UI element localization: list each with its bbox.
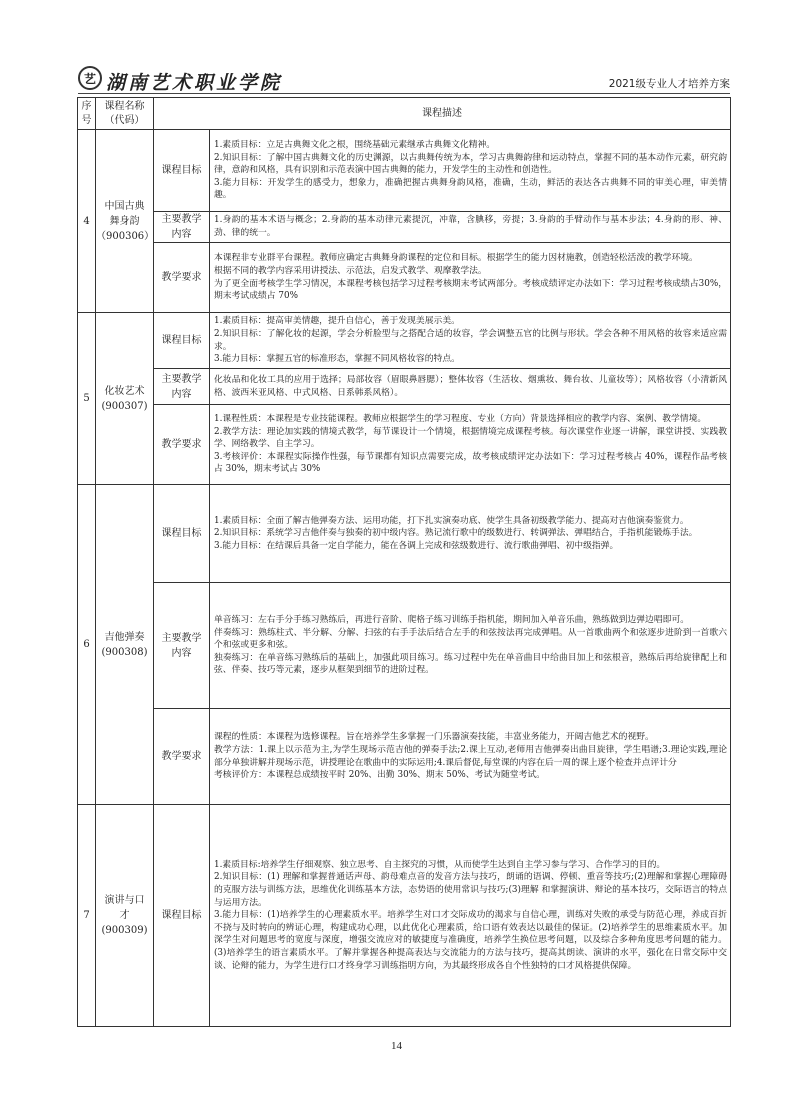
school-name: 湖南艺术职业学院 (106, 72, 283, 94)
section-description (210, 405, 731, 485)
description-line: 考核评价方：本课程总成绩按平时 20%、出勤 30%、期末 50%、考试为随堂考试。 (214, 770, 545, 781)
section-description (210, 369, 731, 405)
table-row (78, 805, 731, 1027)
section-label: 课程目标 (154, 485, 210, 583)
description-line: 3.能力目标：开发学生的感受力，想象力，准确把握古典舞身韵风格，准确，生动，鲜活的表达各古典舞不同的审美心理，审美情趣。 (214, 177, 727, 201)
description-line: 1.素质目标:培养学生仔细观察、独立思考、自主探究的习惯，从而使学生达到自主学习参与学习、合作学习的目的。 (214, 859, 666, 870)
description-line: 2.知识目标：系统学习吉他伴奏与独奏的初中级内容。熟记流行歌中的级数进行、转调弹法、弹唱结合，手指机能锻炼手法。 (214, 528, 698, 539)
section-label: 主要教学内容 (154, 212, 210, 243)
table-row (78, 405, 731, 485)
table-row (78, 369, 731, 405)
course-name: 中国古典舞身韵 (104, 200, 145, 227)
table-row (78, 485, 731, 583)
course-code: (900308) (101, 646, 148, 658)
course-code: （900306） (96, 230, 155, 242)
course-name-cell (96, 130, 154, 313)
course-table (77, 97, 731, 1027)
table-row (78, 130, 731, 212)
description-line: 根据不同的教学内容采用讲授法、示范法，启发式教学、观摩教学法。 (214, 265, 487, 276)
section-description (210, 212, 731, 243)
description-line: 1.素质目标：全面了解吉他弹奏方法、运用功能，打下扎实演奏功底、使学生具备初级教学能力、提高对吉他演奏鉴赏力。 (214, 515, 689, 526)
description-line: 伴奏练习：熟练柱式、半分解、分解、扫弦的右手手法后结合左手的和弦按法再完成弹唱。从一首歌曲两个和弦逐步进阶到一首歌六个和弦或更多和弦。 (214, 627, 727, 651)
description-line: 2.教学方法：理论加实践的情境式教学，每节课设计一个情境，根据情境完成课程考核。每次课堂作业逐一讲解，课堂讲授、实践教学、网络教学、自主学习。 (214, 426, 727, 450)
table-header-row (78, 98, 731, 130)
description-line: 为了更全面考核学生学习情况，本课程考核包括学习过程考核期末考试两部分。考核成绩评定办法如下：学习过程考核成绩占30%，期末考试成绩占 70% (214, 278, 727, 302)
table-row (78, 583, 731, 709)
course-name: 吉他弹奏 (104, 631, 145, 643)
section-description (210, 485, 731, 583)
section-description (210, 313, 731, 369)
description-line: 2.知识目标：了解化妆的起源，学会分析脸型与之搭配合适的妆容，学会调整五官的比例与形状。学会各种不用风格的妆容来适应需求。 (214, 328, 727, 352)
table-body (78, 130, 731, 1027)
description-line: 化妆品和化妆工具的应用于选择；局部妆容（眉眼鼻唇腮）；整体妆容（生活妆、烟熏妆、舞台妆、儿童妆等）；风格妆容（小清新风格、波西米亚风格、中式风格、日系韩系风格）。 (214, 374, 727, 398)
page-number: 14 (391, 1040, 402, 1052)
table-row (78, 313, 731, 369)
course-name-cell (96, 485, 154, 805)
description-line: 课程的性质：本课程为选修课程。旨在培养学生多掌握一门乐器演奏技能，丰富业务能力，开阔吉他艺术的视野。 (214, 732, 654, 743)
section-label: 教学要求 (154, 243, 210, 313)
description-line: 2.知识目标：(1) 理解和掌握普通话声母、韵母难点音的发音方法与技巧，朗诵的语调、停顿、重音等技巧;(2)理解和掌握心理障碍的克服方法与训练方法，思维优化训练基本方法，态势语的使用常识与技巧;(3)理解 和掌握演讲、辩论的基本技巧，交际语言的特点与运用方法。 (214, 872, 727, 908)
section-description (210, 130, 731, 212)
school-logo-icon: 艺 (78, 66, 102, 90)
description-line: 1.素质目标：提高审美情趣，提升自信心，善于发现美展示美。 (214, 316, 460, 327)
course-name: 演讲与口才 (104, 895, 145, 921)
header-description: 课程描述 (154, 98, 731, 130)
course-code: (900307) (101, 400, 148, 412)
course-name: 化妆艺术 (104, 385, 145, 397)
description-line: 教学方法：1.课上以示范为主,为学生现场示范吉他的弹奏手法;2.课上互动,老师用吉他弹奏出曲目旋律，学生唱谱;3.理论实践,理论部分单独讲解并现场示范，讲授理论在歌曲中的实际运用;4.课后督促,每堂课的内容在后一周的课上逐个检查并点评计分 (214, 744, 727, 768)
description-line: 单音练习：左右手分手练习熟练后，再进行音阶、爬格子练习训练手指机能，期间加入单音乐曲，熟练做到边弹边唱即可。 (214, 615, 690, 626)
description-line: 3.能力目标：掌握五官的标准形态，掌握不同风格妆容的特点。 (214, 354, 460, 365)
description-line: 3.考核评价：本课程实际操作性强，每节课都有知识点需要完成，故考核成绩评定办法如下：学习过程考核占 40%，课程作品考核占 30%，期末考试占 30% (214, 451, 727, 475)
section-label: 课程目标 (154, 805, 210, 1027)
section-label: 教学要求 (154, 405, 210, 485)
section-description (210, 583, 731, 709)
course-index: 6 (78, 485, 96, 805)
description-line: 本课程非专业群平台课程。教师应确定古典舞身韵课程的定位和目标。根据学生的能力因材施教，创造轻松活泼的教学环境。 (214, 253, 698, 264)
description-line: 1.素质目标：立足古典舞文化之根，围绕基础元素继承古典舞文化精神。 (214, 140, 496, 151)
document-title: 2021级专业人才培养方案 (608, 78, 730, 90)
section-description (210, 243, 731, 313)
section-label: 课程目标 (154, 130, 210, 212)
description-line: 独奏练习：在单音练习熟练后的基础上，加强此项目练习。练习过程中先在单音曲目中给曲目加上和弦根音，熟练后再给旋律配上和弦、伴奏、技巧等元素，逐步从框架到细节的进阶过程。 (214, 652, 727, 676)
course-index: 7 (78, 805, 96, 1027)
table-row (78, 709, 731, 805)
section-label: 主要教学内容 (154, 583, 210, 709)
header-divider (78, 93, 730, 94)
section-description (210, 709, 731, 805)
section-label: 主要教学内容 (154, 369, 210, 405)
table-row (78, 243, 731, 313)
table-row (78, 212, 731, 243)
description-line: 3.能力目标：(1)培养学生的心理素质水平。培养学生对口才交际成功的渴求与自信心理，训练对失败的承受与防范心理，养成百折不挠与及时转向的辨证心理，构建成功心理，以此优化心理素质，给口语有效表达以最佳的保证。(2)培养学生的思维素质水平。加深学生对问题思考的宽度与深度，增强交流应对的敏捷度与准确度，培养学生换位思考问题，以及综合多种角度思考问题的能力。(3)培养学生的语言素质水平。了解并掌握各种提高表达与交流能力的方法与技巧，提高其朗读、演讲的水平，强化在日常交际中交谈、论辩的能力，为学生进行口才终身学习训练指明方向，为其最终形成各自个性独特的口才风格提供保障。 (214, 910, 727, 971)
page-header (78, 66, 730, 92)
course-index: 5 (78, 313, 96, 485)
header-index: 序号 (78, 98, 96, 130)
course-name-cell (96, 313, 154, 485)
header-course-name: 课程名称（代码） (96, 98, 154, 130)
description-line: 2.知识目标：了解中国古典舞文化的历史渊源，以古典舞传统为本，学习古典舞韵律和运动特点，掌握不同的基本动作元素，研究韵律，意韵和风格，具有识别和示范表演中国古典舞的能力，开发学生的主动性和创造性。 (214, 152, 727, 176)
section-label: 教学要求 (154, 709, 210, 805)
course-name-cell (96, 805, 154, 1027)
section-label: 课程目标 (154, 313, 210, 369)
description-line: 1.课程性质：本课程是专业技能课程。教师应根据学生的学习程度、专业（方向）背景选择相应的教学内容、案例、教学情境。 (214, 414, 707, 425)
description-line: 1.身韵的基本术语与概念；2.身韵的基本动律元素提沉，冲靠，含腆移，旁提；3.身韵的手臂动作与基本步法；4.身韵的形、神、劲、律的统一。 (214, 215, 727, 238)
section-description (210, 805, 731, 1027)
description-line: 3.能力目标：在结课后具备一定自学能力，能在各调上完成和弦级数进行、流行歌曲弹唱、初中级指弹。 (214, 540, 619, 551)
course-index: 4 (78, 130, 96, 313)
course-code: (900309) (101, 925, 148, 936)
